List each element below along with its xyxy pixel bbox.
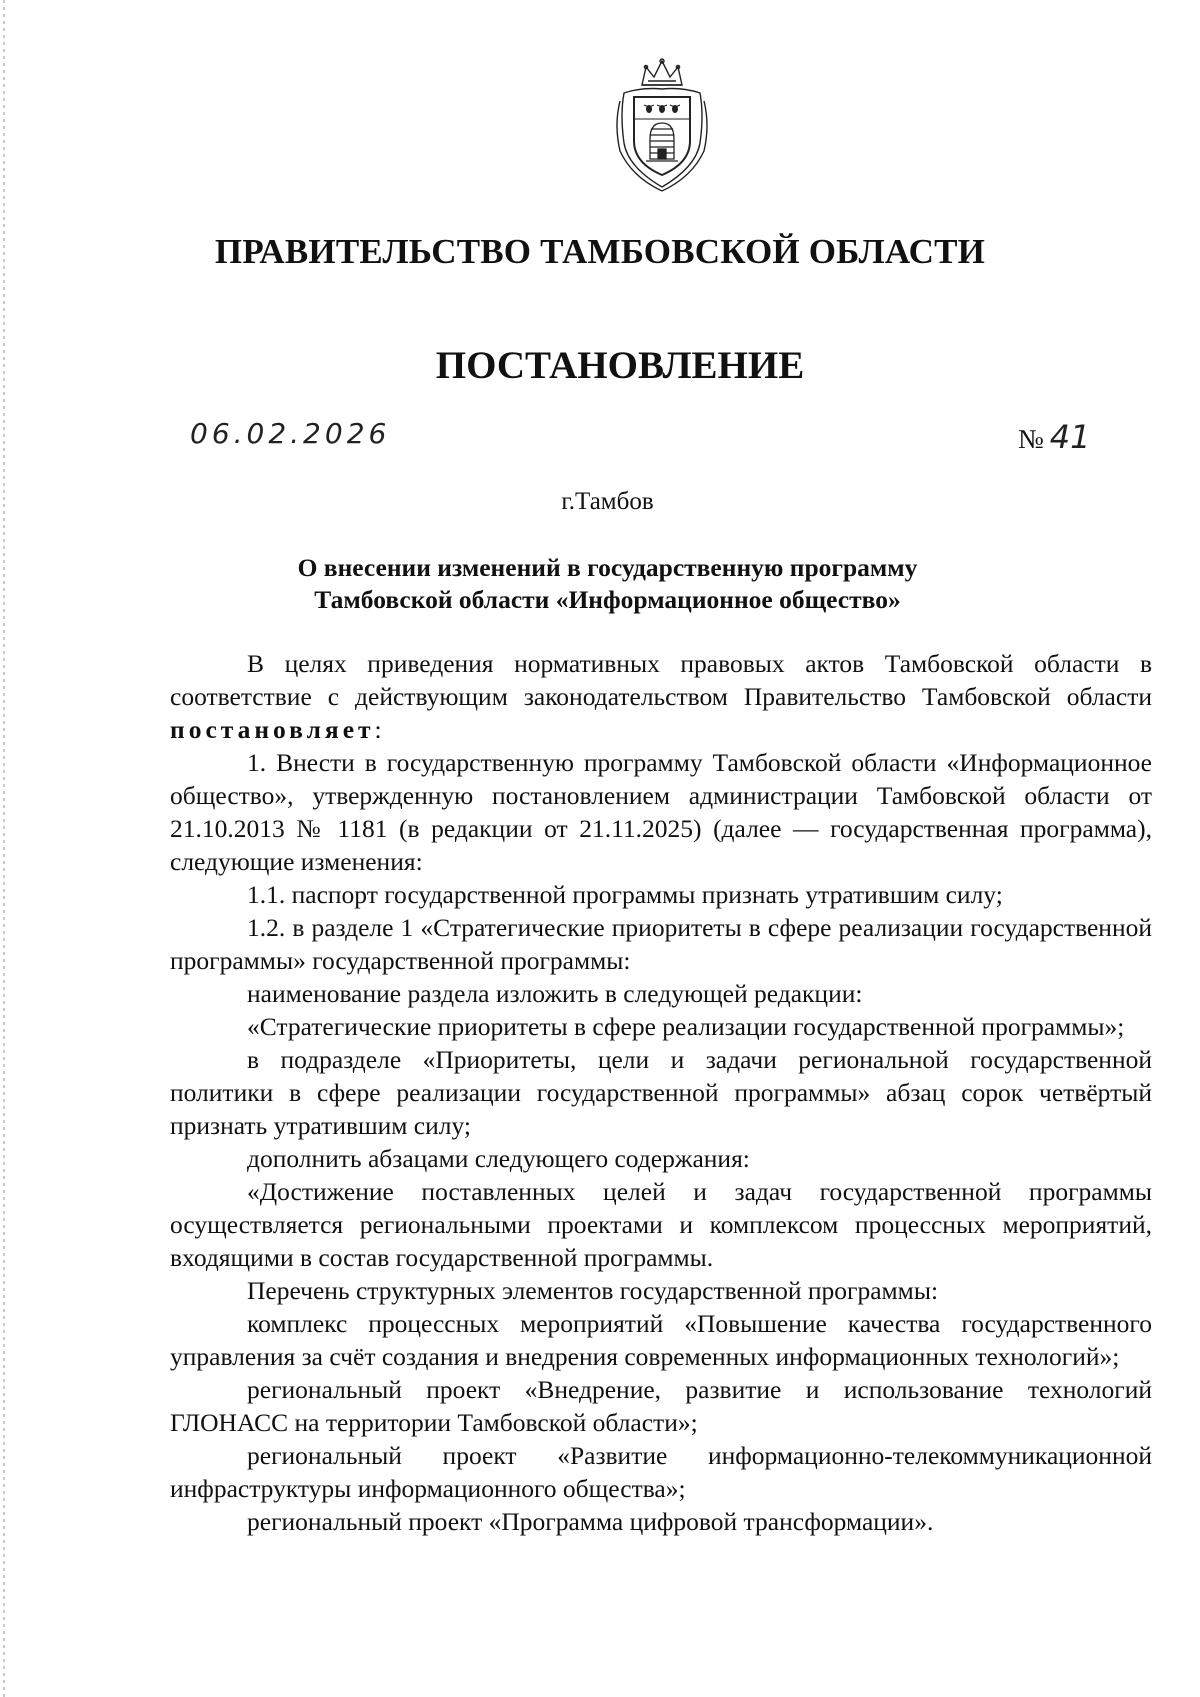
city-line: г.Тамбов <box>561 488 654 515</box>
preamble-end: : <box>374 715 382 744</box>
body-paragraph: региональный проект «Программа цифровой трансформации». <box>247 1507 934 1536</box>
body-paragraph: Перечень структурных элементов государственной программы: <box>247 1276 939 1305</box>
body-paragraph: 1.2. в разделе 1 «Стратегические приоритеты в сфере реализации государственной программы» государственной программы: <box>170 913 1152 975</box>
body-paragraph: «Стратегические приоритеты в сфере реализации государственной программы»; <box>247 1012 1125 1041</box>
body-paragraph: дополнить абзацами следующего содержания: <box>247 1144 750 1173</box>
body-paragraph: наименование раздела изложить в следующей редакции: <box>247 979 863 1008</box>
document-body <box>170 647 1152 1538</box>
coat-of-arms-icon <box>612 55 712 193</box>
body-paragraph: в подразделе «Приоритеты, цели и задачи региональной государственной политики в сфере реализации государственной программы» абзац сорок четвёртый признать утратившим силу; <box>170 1045 1152 1140</box>
body-paragraph: 1. Внести в государственную программу Тамбовской области «Информационное общество», утвержденную постановлением администрации Тамбовской области от 21.10.2013 № 1181 (в редакции от 21.11.2025) (далее — государственная программа), следующие изменения: <box>170 748 1152 876</box>
body-paragraph: 1.1. паспорт государственной программы признать утратившим силу; <box>247 880 1003 909</box>
handwritten-date: 06.02.2026 <box>190 417 391 450</box>
body-paragraph: региональный проект «Внедрение, развитие и использование технологий ГЛОНАСС на территории Тамбовской области»; <box>170 1375 1152 1437</box>
document-number <box>1018 418 1090 456</box>
document-type-heading: ПОСТАНОВЛЕНИЕ <box>435 344 805 387</box>
subject-line-2: Тамбовской области «Информационное общество» <box>314 585 901 614</box>
document-subject <box>0 552 1200 616</box>
preamble-paragraph <box>170 647 1152 746</box>
body-paragraph: региональный проект «Развитие информационно-телекоммуникационной инфраструктуры информационного общества»; <box>170 1441 1152 1503</box>
government-title: ПРАВИТЕЛЬСТВО ТАМБОВСКОЙ ОБЛАСТИ <box>214 232 986 271</box>
body-paragraph: «Достижение поставленных целей и задач государственной программы осуществляется региональными проектами и комплексом процессных мероприятий, входящими в состав государственной программы. <box>170 1177 1152 1272</box>
subject-line-1: О внесении изменений в государственную программу <box>297 553 918 582</box>
handwritten-number: 41 <box>1049 418 1091 456</box>
number-label: № <box>1018 424 1044 454</box>
body-paragraph: комплекс процессных мероприятий «Повышение качества государственного управления за счёт создания и внедрения современных информационных технологий»; <box>170 1309 1152 1371</box>
decree-word: постановляет <box>170 715 375 744</box>
preamble-text: В целях приведения нормативных правовых актов Тамбовской области в соответствие с действующим законодательством Правительство Тамбовской области <box>170 649 1152 711</box>
